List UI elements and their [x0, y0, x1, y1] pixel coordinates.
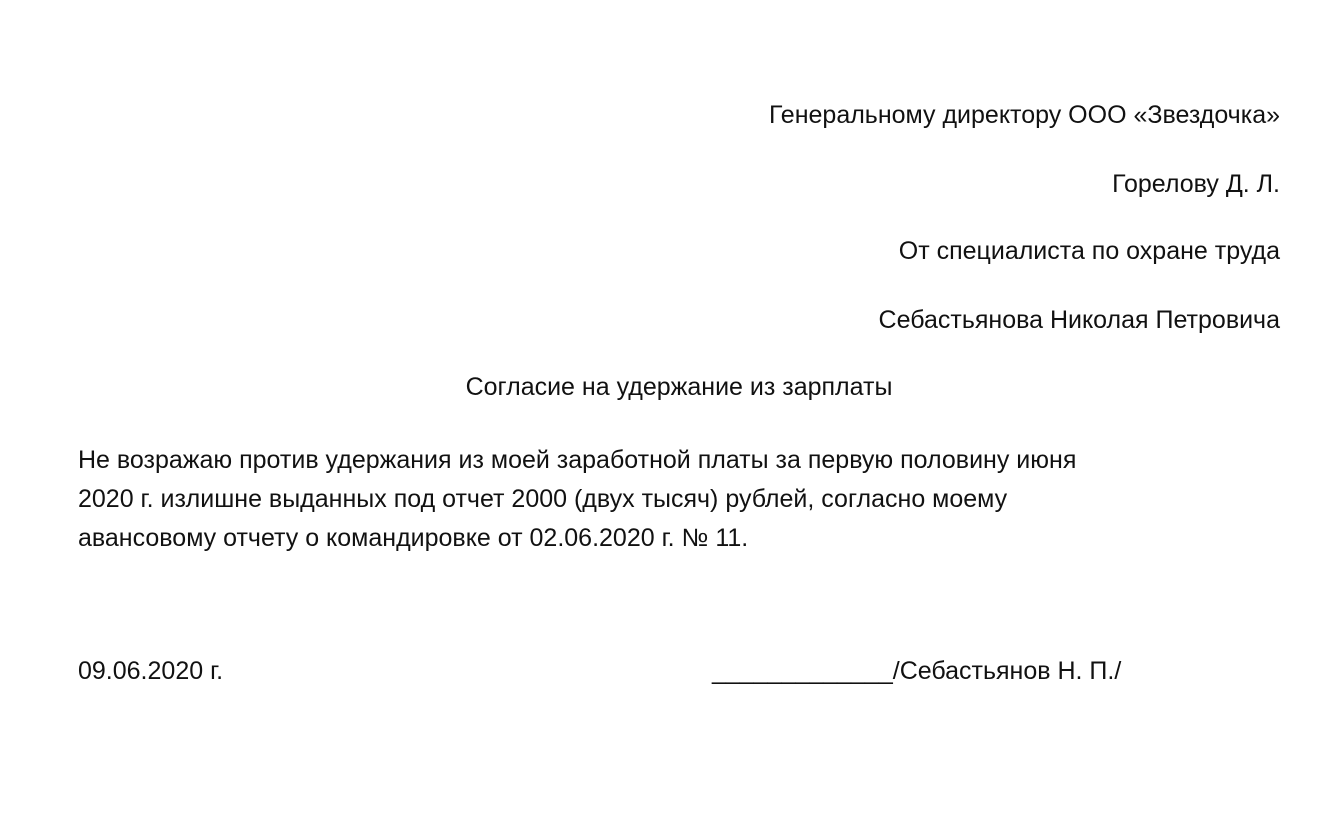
body-line: Не возражаю против удержания из моей заработной платы за первую половину июня [78, 446, 1077, 474]
body-line: 2020 г. излишне выданных под отчет 2000 (двух тысяч) рублей, согласно моему [78, 485, 1008, 513]
sender-name: Себастьянова Николая Петровича [878, 306, 1280, 334]
signature-line: _____________/Себастьянов Н. П./ [712, 657, 1122, 685]
sender-position: От специалиста по охране труда [898, 237, 1280, 265]
document-date: 09.06.2020 г. [78, 657, 224, 685]
addressee-title: Генеральному директору ООО «Звездочка» [768, 101, 1280, 129]
body-line: авансовому отчету о командировке от 02.06.2020 г. № 11. [78, 524, 749, 552]
addressee-name: Горелову Д. Л. [1112, 170, 1280, 198]
document-body [78, 441, 1278, 558]
document-title: Согласие на удержание из зарплаты [465, 373, 893, 401]
